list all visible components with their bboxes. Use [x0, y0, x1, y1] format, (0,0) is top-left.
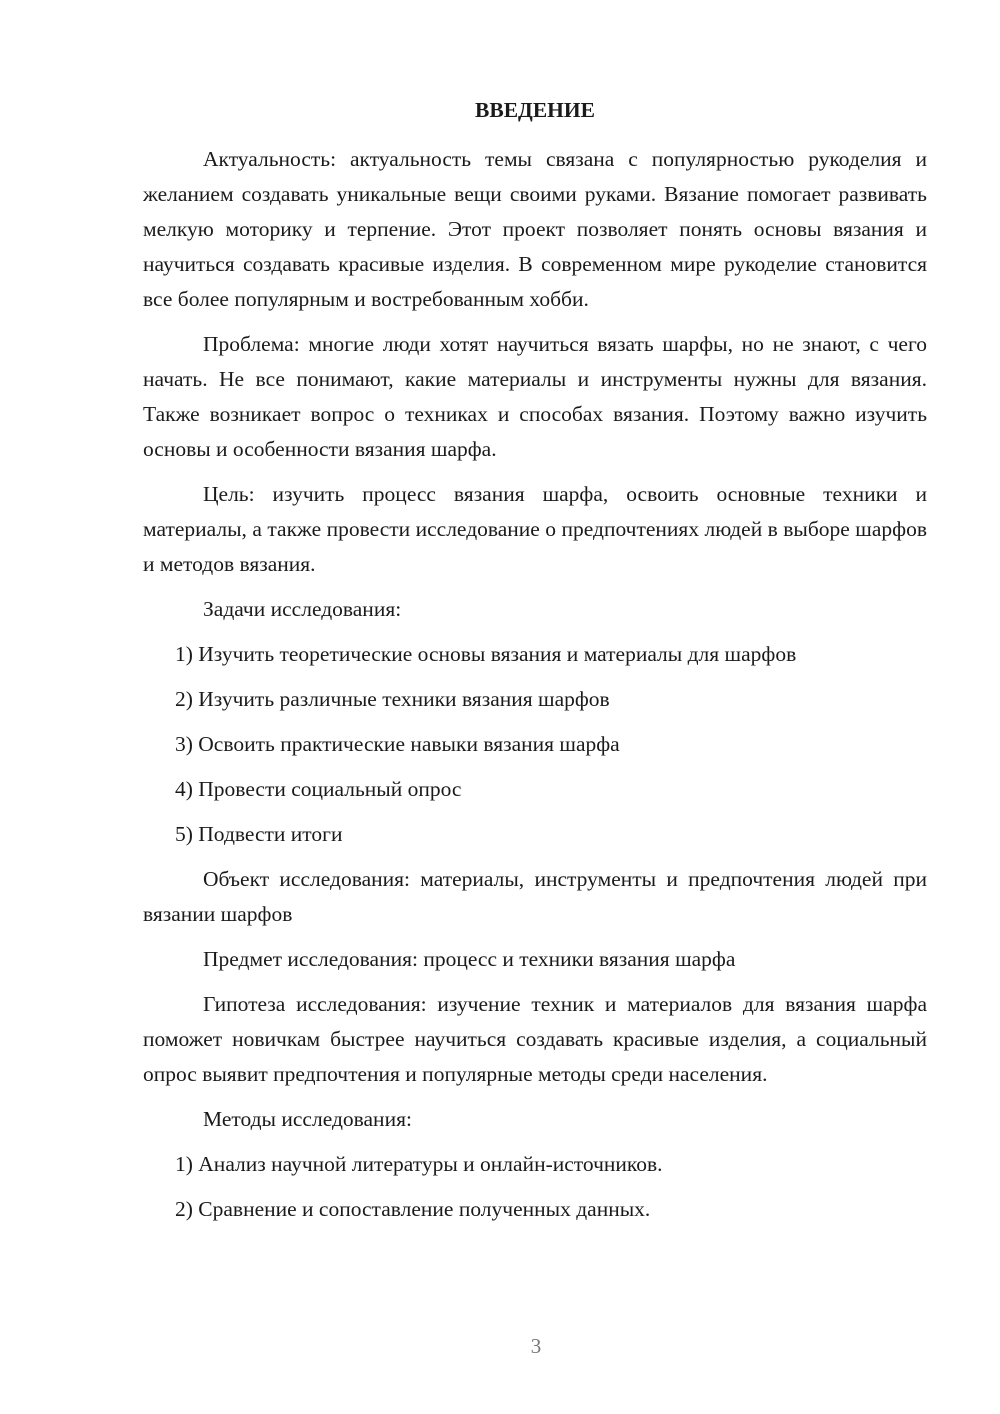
method-item-2: 2) Сравнение и сопоставление полученных данных. [175, 1197, 651, 1221]
problem-paragraph: Проблема: многие люди хотят научиться вязать шарфы, но не знают, с чего начать. Не все понимают, какие материалы и инструменты нужны для вязания. Также возникает вопрос о техниках и способах вязания. Поэтому важно изучить основы и особенности вязания шарфа. [143, 332, 927, 461]
tasks-heading: Задачи исследования: [203, 597, 402, 621]
task-item-4: 4) Провести социальный опрос [175, 777, 462, 801]
hypothesis-paragraph: Гипотеза исследования: изучение техник и материалов для вязания шарфа поможет новичкам быстрее научиться создавать красивые изделия, а социальный опрос выявит предпочтения и популярные методы среди населения. [143, 992, 927, 1086]
relevance-paragraph: Актуальность: актуальность темы связана с популярностью рукоделия и желанием создавать уникальные вещи своими руками. Вязание помогает развивать мелкую моторику и терпение. Этот проект позволяет понять основы вязания и научиться создавать красивые изделия. В современном мире рукоделие становится все более популярным и востребованным хобби. [143, 147, 927, 311]
task-item-3: 3) Освоить практические навыки вязания шарфа [175, 732, 620, 756]
task-item-5: 5) Подвести итоги [175, 822, 343, 846]
page-content [143, 98, 927, 1227]
subject-paragraph: Предмет исследования: процесс и техники вязания шарфа [203, 947, 736, 971]
method-item-1: 1) Анализ научной литературы и онлайн-источников. [175, 1152, 663, 1176]
task-item-1: 1) Изучить теоретические основы вязания и материалы для шарфов [175, 642, 797, 666]
object-paragraph: Объект исследования: материалы, инструменты и предпочтения людей при вязании шарфов [143, 867, 927, 926]
section-title: ВВЕДЕНИЕ [475, 98, 595, 122]
page-number-footer [0, 1334, 1000, 1359]
task-item-2: 2) Изучить различные техники вязания шарфов [175, 687, 610, 711]
goal-paragraph: Цель: изучить процесс вязания шарфа, освоить основные техники и материалы, а также провести исследование о предпочтениях людей в выборе шарфов и методов вязания. [143, 482, 927, 576]
methods-heading: Методы исследования: [203, 1107, 412, 1131]
page-number: 3 [530, 1334, 542, 1358]
